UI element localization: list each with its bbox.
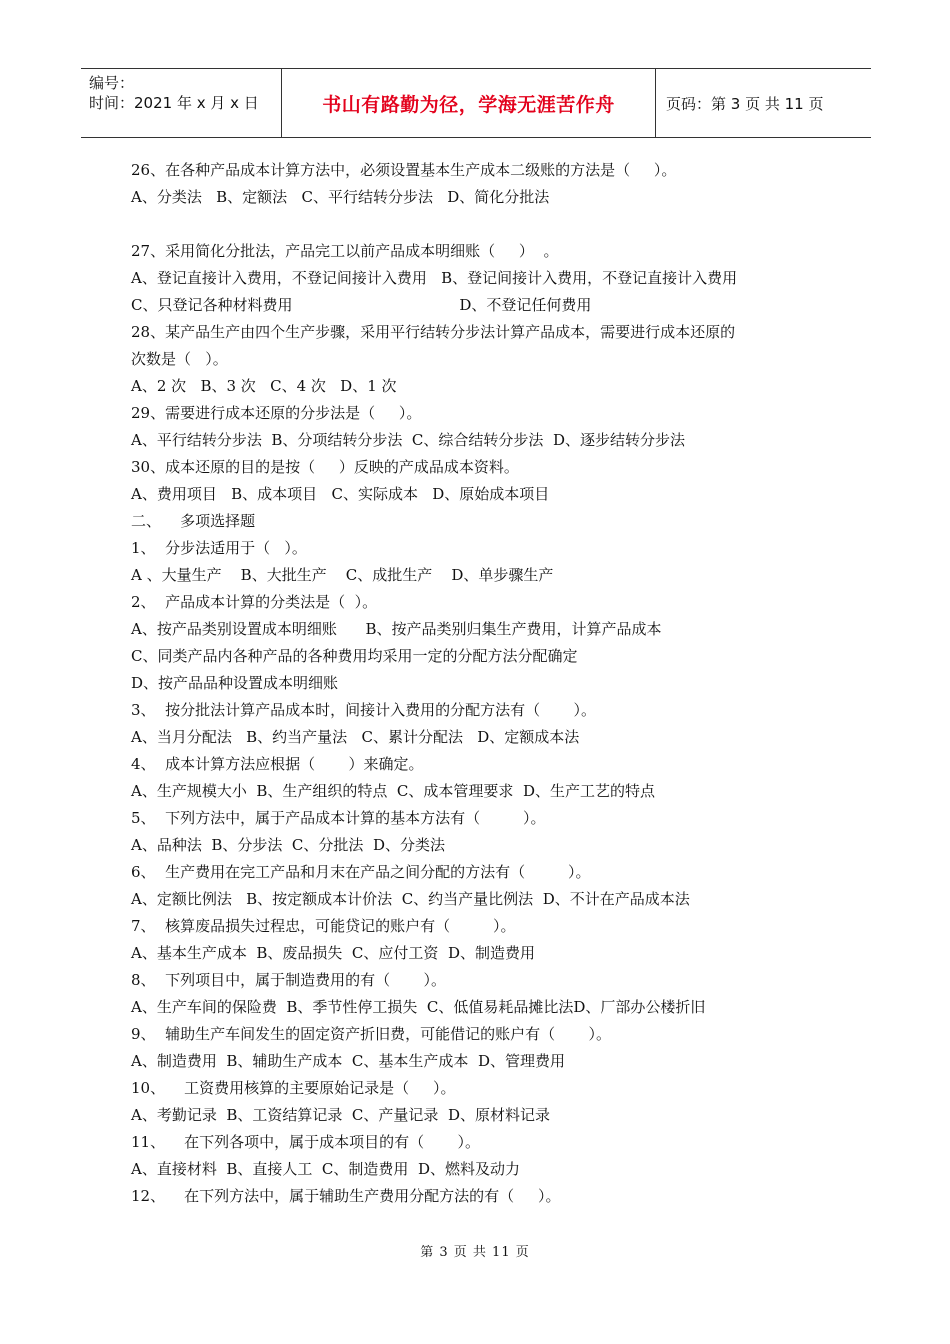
text-line: A、品种法 B、分步法 C、分批法 D、分类法 (131, 836, 445, 854)
text-line: A、2 次 B、3 次 C、4 次 D、1 次 (131, 377, 397, 395)
text-line: C、同类产品内各种产品的各种费用均采用一定的分配方法分配确定 (131, 647, 578, 665)
text-line: 26、在各种产品成本计算方法中，必须设置基本生产成本二级账的方法是（ ）。 (131, 161, 677, 179)
page-footer: 第 3 页 共 11 页 (420, 1245, 530, 1260)
text-line: 29、需要进行成本还原的分步法是（ ）。 (131, 404, 422, 422)
text-line: 30、成本还原的目的是按（ ）反映的产成品成本资料。 (131, 458, 519, 476)
text-line: 6、 生产费用在完工产品和月末在产品之间分配的方法有（ ）。 (131, 863, 591, 881)
text-line: 5、 下列方法中，属于产品成本计算的基本方法有（ ）。 (131, 809, 546, 827)
text-line: D、按产品品种设置成本明细账 (131, 674, 339, 692)
text-line: A、生产车间的保险费 B、季节性停工损失 C、低值易耗品摊比法D、厂部办公楼折旧 (131, 998, 706, 1016)
text-line: A、分类法 B、定额法 C、平行结转分步法 D、简化分批法 (131, 188, 550, 206)
code-label: 编号： (89, 74, 135, 92)
page-header (81, 68, 871, 138)
text-line: A、费用项目 B、成本项目 C、实际成本 D、原始成本项目 (131, 485, 550, 503)
text-line: A、定额比例法 B、按定额成本计价法 C、约当产量比例法 D、不计在产品成本法 (131, 890, 690, 908)
text-line: A 、大量生产 B、大批生产 C、成批生产 D、单步骤生产 (131, 566, 554, 584)
text-line: A、考勤记录 B、工资结算记录 C、产量记录 D、原材料记录 (131, 1106, 550, 1124)
text-line: 次数是（ ）。 (131, 350, 228, 368)
text-line: 8、 下列项目中，属于制造费用的有（ ）。 (131, 971, 446, 989)
text-line: 二、 多项选择题 (131, 512, 256, 530)
text-line: 10、 工资费用核算的主要原始记录是（ ）。 (131, 1079, 456, 1097)
text-line: 27、采用简化分批法，产品完工以前产品成本明细账（ ） 。 (131, 242, 559, 260)
text-line: A、登记直接计入费用，不登记间接计入费用 B、登记间接计入费用，不登记直接计入费用 (131, 269, 738, 287)
text-line: 1、 分步法适用于（ ）。 (131, 539, 307, 557)
text-line: C、只登记各种材料费用 D、不登记任何费用 (131, 296, 592, 314)
text-line: A、按产品类别设置成本明细账 B、按产品类别归集生产费用，计算产品成本 (131, 620, 662, 638)
text-line: 2、 产品成本计算的分类法是（ ）。 (131, 593, 378, 611)
text-line: A、制造费用 B、辅助生产成本 C、基本生产成本 D、管理费用 (131, 1052, 565, 1070)
blank-line (131, 211, 831, 238)
text-line: A、直接材料 B、直接人工 C、制造费用 D、燃料及动力 (131, 1160, 520, 1178)
text-line: 9、 辅助生产车间发生的固定资产折旧费，可能借记的账户有（ ）。 (131, 1025, 611, 1043)
page-info-text: 页码：第 3 页 共 11 页 (666, 94, 824, 113)
text-line: A、基本生产成本 B、废品损失 C、应付工资 D、制造费用 (131, 944, 535, 962)
text-line: 4、 成本计算方法应根据（ ）来确定。 (131, 755, 424, 773)
text-line: 12、 在下列方法中，属于辅助生产费用分配方法的有（ ）。 (131, 1187, 561, 1205)
text-line: 7、 核算废品损失过程忠，可能贷记的账户有（ ）。 (131, 917, 516, 935)
document-body (131, 157, 831, 1210)
text-line: 11、 在下列各项中，属于成本项目的有（ ）。 (131, 1133, 481, 1151)
motto-text: 书山有路勤为径，学海无涯苦作舟 (322, 93, 615, 116)
text-line: 3、 按分批法计算产品成本时，间接计入费用的分配方法有（ ）。 (131, 701, 596, 719)
text-line: A、生产规模大小 B、生产组织的特点 C、成本管理要求 D、生产工艺的特点 (131, 782, 655, 800)
header-meta (81, 69, 281, 137)
header-page-info (656, 69, 871, 137)
text-line: A、当月分配法 B、约当产量法 C、累计分配法 D、定额成本法 (131, 728, 580, 746)
text-line: 28、某产品生产由四个生产步骤，采用平行结转分步法计算产品成本，需要进行成本还原的 (131, 323, 736, 341)
date-line: 时间：2021 年 x 月 x 日 (89, 94, 259, 112)
header-motto-cell (281, 69, 656, 137)
text-line: A、平行结转分步法 B、分项结转分步法 C、综合结转分步法 D、逐步结转分步法 (131, 431, 685, 449)
